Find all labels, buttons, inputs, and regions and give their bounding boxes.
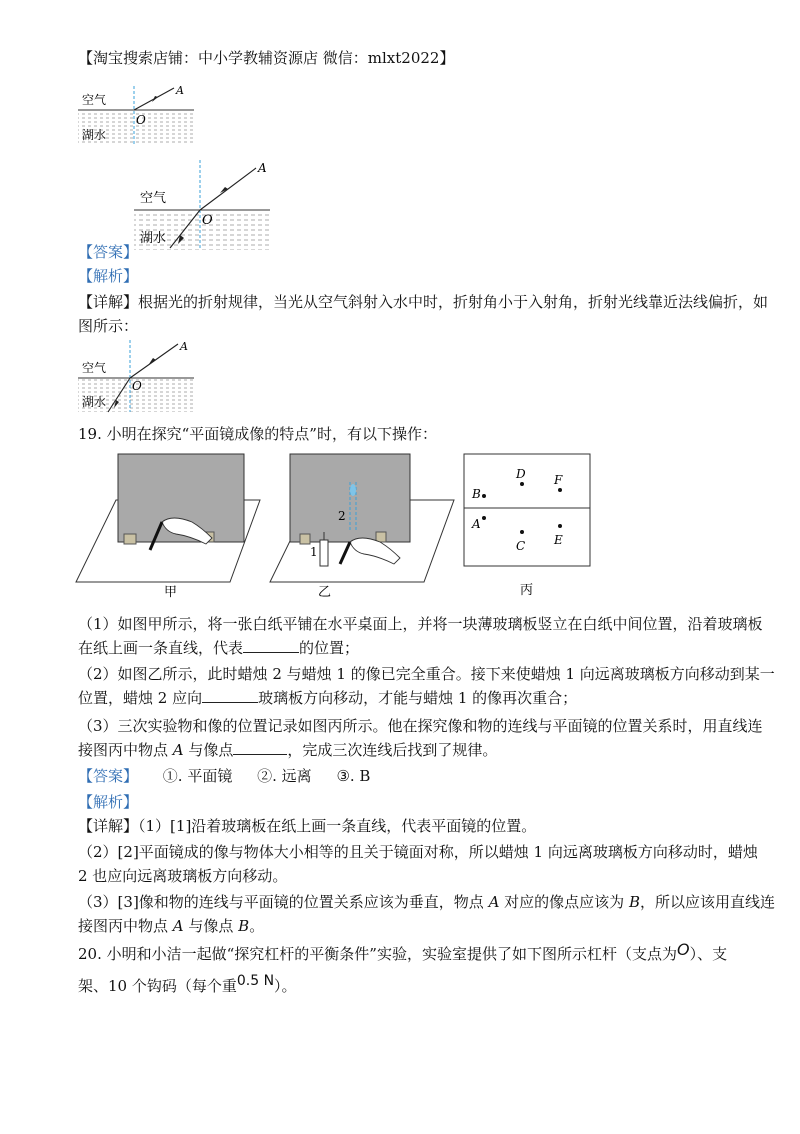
point-a-ref: A (172, 917, 184, 935)
air-label: 空气 (82, 361, 107, 375)
text-segment: 接图丙中物点 (78, 917, 173, 935)
analysis-tag: 【解析】 (78, 267, 139, 285)
point-b (482, 494, 486, 498)
figure-yi (268, 450, 464, 600)
text-segment: 接图丙中物点 (78, 741, 173, 759)
water-label: 湖水 (140, 231, 167, 246)
candle-2-label: 2 (338, 509, 346, 523)
figure-jia (74, 450, 270, 600)
point-b-ref: B (628, 893, 640, 911)
text-segment: ）。 (274, 977, 297, 995)
q19-part1-line2 (78, 638, 359, 658)
q19-detail-3-line2 (78, 916, 264, 936)
point-f (558, 488, 562, 492)
candle-1-icon (320, 540, 328, 566)
point-c (520, 530, 524, 534)
text-segment: 。 (249, 917, 265, 935)
detail-text: 图所示： (78, 317, 139, 335)
text-segment: 位置，蜡烛 2 应向 (78, 689, 203, 707)
text-segment: 与像点 (183, 741, 234, 759)
point-o-label: O (202, 213, 213, 228)
water-label: 湖水 (82, 128, 107, 142)
figure-label-jia: 甲 (164, 585, 178, 600)
figure-bing (462, 452, 594, 598)
point-e-label: E (554, 533, 563, 547)
water-label: 湖水 (82, 395, 107, 409)
point-c-label: C (516, 539, 526, 553)
text-segment: 架、10 个钩码（每个重 (78, 977, 237, 995)
air-label: 空气 (82, 93, 107, 107)
answer-tag: 【答案】 (78, 243, 139, 261)
point-a-ref: A (488, 893, 500, 911)
point-d-label: D (516, 467, 526, 481)
text-segment: 玻璃板方向移动，才能与蜡烛 1 的像再次重合； (258, 689, 578, 707)
point-f-label: F (554, 473, 563, 487)
q19-part2-line2 (78, 688, 577, 708)
answer-tag: 【答案】 (78, 767, 139, 785)
q19-answer-row (78, 766, 370, 786)
point-b-label: B (472, 487, 481, 501)
q19-detail-2-line2: 2 也应向远离玻璃板方向移动。 (78, 867, 288, 885)
q19-detail-2-line1: （2）[2]平面镜成的像与物体大小相等的且关于镜面对称，所以蜡烛 1 向远离玻璃板方向移动时，蜡烛 (78, 843, 758, 861)
point-a-ref: A (172, 741, 184, 759)
analysis-tag: 【解析】 (78, 793, 139, 811)
text-segment: 20. 小明和小洁一起做“探究杠杆的平衡条件”实验，实验室提供了如下图所示杠杆（支点为 (78, 945, 677, 963)
answer-2: ②. 远离 (257, 767, 312, 785)
question-20-line2 (78, 973, 297, 997)
refraction-figure-3 (76, 338, 196, 414)
text-segment: 与像点 (183, 917, 239, 935)
point-a-label: A (258, 161, 267, 175)
question-19-stem: 19. 小明在探究“平面镜成像的特点”时，有以下操作： (78, 425, 437, 443)
answer-3: ③. B (336, 767, 371, 785)
answer-1: ①. 平面镜 (162, 767, 233, 785)
point-a-label: A (176, 84, 184, 97)
point-e (558, 524, 562, 528)
point-o-label: O (136, 113, 146, 127)
q19-part1-line1: （1）如图甲所示，将一张白纸平铺在水平桌面上，并将一块薄玻璃板竖立在白纸中间位置，沿着玻璃板 (78, 615, 763, 633)
q19-part3-line1: （3）三次实验物和像的位置记录如图丙所示。他在探究像和物的连线与平面镜的位置关系时，用直线连 (78, 717, 763, 735)
text-segment: 在纸上画一条直线，代表 (78, 639, 244, 657)
point-a-label: A (472, 517, 481, 531)
refraction-figure-1 (76, 84, 196, 146)
text-segment: 对应的像点应该为 (499, 893, 629, 911)
text-segment: ，所以应该用直线连 (639, 893, 775, 911)
point-d (520, 482, 524, 486)
text-segment: ）、支 (689, 945, 728, 963)
point-o-label: O (132, 379, 142, 393)
answer-blank-3[interactable] (233, 740, 287, 755)
point-a (482, 516, 486, 520)
candle-image-icon (350, 484, 356, 496)
q19-detail-1: 【详解】（1）[1]沿着玻璃板在纸上画一条直线，代表平面镜的位置。 (78, 817, 537, 835)
answer-blank-1[interactable] (243, 638, 299, 653)
point-a-label: A (180, 340, 188, 353)
text-segment: （3）[3]像和物的连线与平面镜的位置关系应该为垂直，物点 (78, 893, 489, 911)
candle-1-label: 1 (310, 545, 318, 559)
q19-part3-line2 (78, 740, 497, 760)
air-label: 空气 (140, 191, 167, 206)
figure-label-bing: 丙 (520, 583, 534, 598)
answer-blank-2[interactable] (202, 688, 258, 703)
q19-detail-3-line1 (78, 892, 775, 912)
text-segment: ，完成三次连线后找到了规律。 (287, 741, 498, 759)
text-segment: 的位置； (299, 639, 360, 657)
detail-text: 【详解】根据光的折射规律，当光从空气斜射入水中时，折射角小于入射角，折射光线靠近法线偏折，如 (78, 293, 769, 311)
figure-label-yi: 乙 (318, 585, 332, 600)
pivot-symbol: O (676, 940, 690, 959)
q19-part2-line1: （2）如图乙所示，此时蜡烛 2 与蜡烛 1 的像已完全重合。接下来使蜡烛 1 向远离玻璃板方向移动到某一 (78, 665, 775, 683)
question-20-line1 (78, 940, 728, 964)
weight-value: 0.5 N (236, 973, 275, 989)
header-banner: 【淘宝搜索店铺：中小学教辅资源店 微信：mlxt2022】 (78, 49, 455, 67)
point-b-ref: B (238, 917, 250, 935)
refraction-figure-2 (132, 158, 272, 252)
